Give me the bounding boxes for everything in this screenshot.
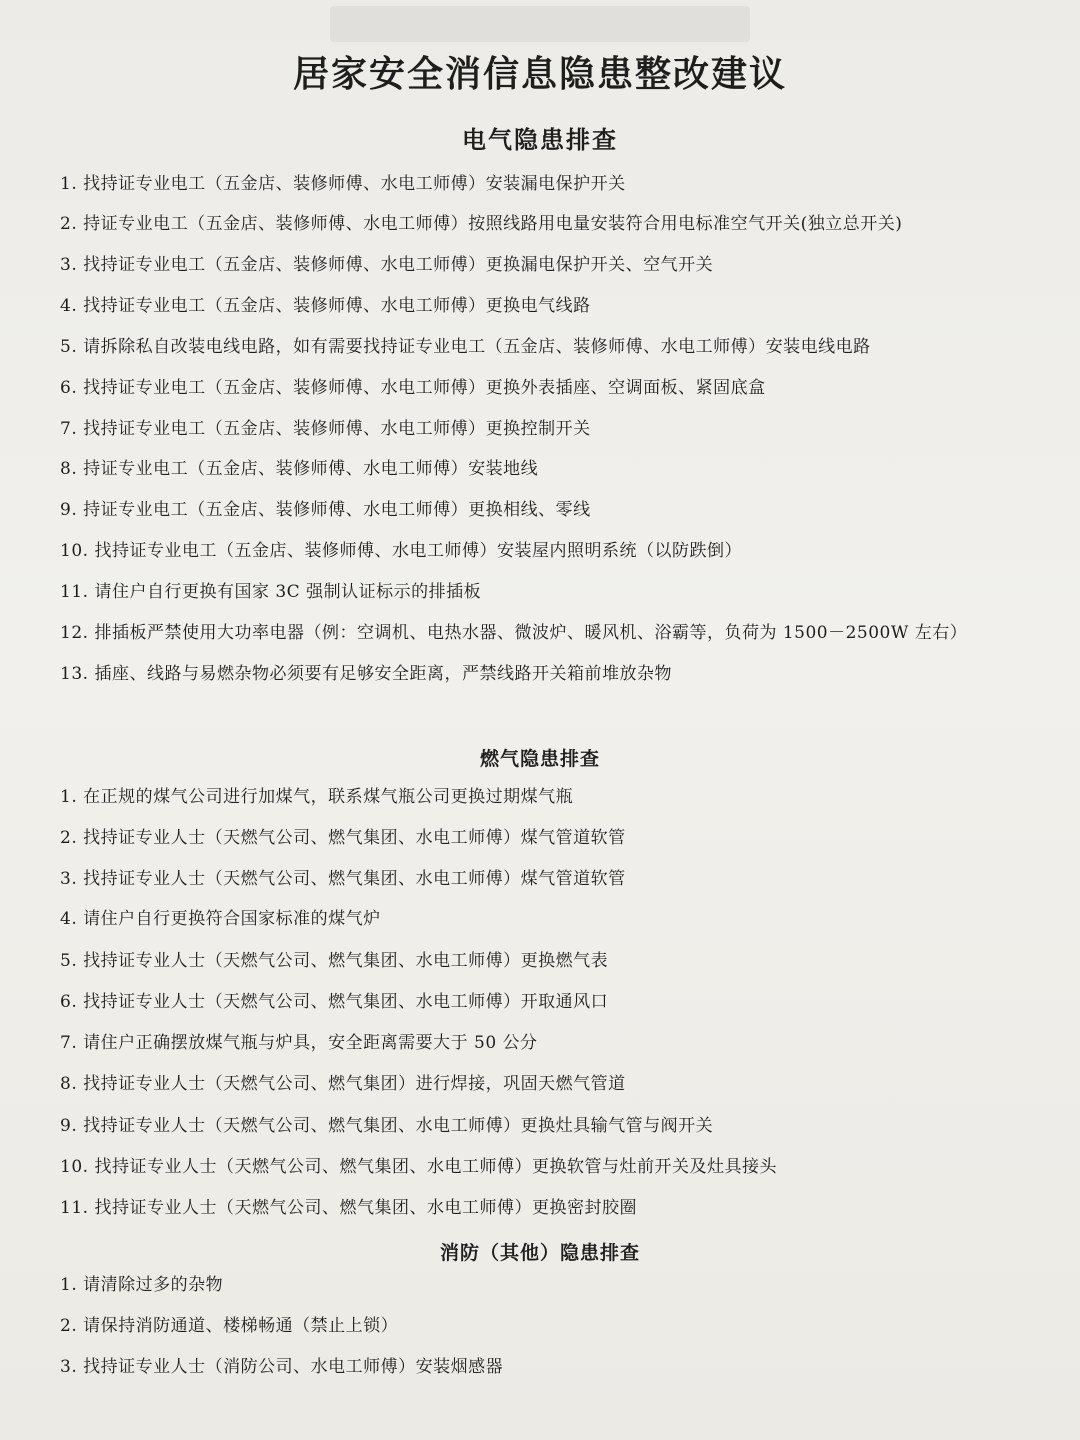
list-item: 5. 找持证专业人士（天燃气公司、燃气集团、水电工师傅）更换燃气表 [60, 951, 609, 971]
list-item: 1. 请清除过多的杂物 [60, 1275, 224, 1295]
list-item: 6. 找持证专业人士（天燃气公司、燃气集团、水电工师傅）开取通风口 [60, 992, 609, 1012]
list-item: 2. 持证专业电工（五金店、装修师傅、水电工师傅）按照线路用电量安装符合用电标准空气开关(独立总开关) [60, 214, 903, 234]
list-item: 3. 找持证专业电工（五金店、装修师傅、水电工师傅）更换漏电保护开关、空气开关 [60, 255, 714, 275]
list-item: 2. 找持证专业人士（天燃气公司、燃气集团、水电工师傅）煤气管道软管 [60, 828, 626, 848]
section-heading-gas: 燃气隐患排查 [479, 748, 600, 770]
list-item: 3. 找持证专业人士（天燃气公司、燃气集团、水电工师傅）煤气管道软管 [60, 869, 626, 889]
list-item: 8. 持证专业电工（五金店、装修师傅、水电工师傅）安装地线 [60, 459, 539, 479]
list-item: 7. 请住户正确摆放煤气瓶与炉具，安全距离需要大于 50 公分 [60, 1033, 538, 1053]
list-item: 12. 排插板严禁使用大功率电器（例：空调机、电热水器、微波炉、暖风机、浴霸等，负荷为 1500－2500W 左右） [60, 623, 968, 643]
list-item: 11. 请住户自行更换有国家 3C 强制认证标示的排插板 [60, 582, 482, 602]
section-heading-electrical: 电气隐患排查 [462, 125, 618, 154]
list-item: 3. 找持证专业人士（消防公司、水电工师傅）安装烟感器 [60, 1357, 504, 1377]
list-item: 6. 找持证专业电工（五金店、装修师傅、水电工师傅）更换外表插座、空调面板、紧固底盒 [60, 378, 766, 398]
list-item: 4. 请住户自行更换符合国家标准的煤气炉 [60, 909, 381, 929]
list-item: 10. 找持证专业人士（天燃气公司、燃气集团、水电工师傅）更换软管与灶前开关及灶具接头 [60, 1157, 777, 1177]
list-item: 9. 持证专业电工（五金店、装修师傅、水电工师傅）更换相线、零线 [60, 500, 591, 520]
list-item: 13. 插座、线路与易燃杂物必须要有足够安全距离，严禁线路开关箱前堆放杂物 [60, 664, 672, 684]
list-item: 5. 请拆除私自改装电线电路，如有需要找持证专业电工（五金店、装修师傅、水电工师傅）安装电线电路 [60, 337, 871, 357]
document-title: 居家安全消信息隐患整改建议 [292, 54, 787, 95]
list-item: 1. 找持证专业电工（五金店、装修师傅、水电工师傅）安装漏电保护开关 [60, 174, 626, 194]
list-item: 8. 找持证专业人士（天燃气公司、燃气集团）进行焊接，巩固天燃气管道 [60, 1074, 626, 1094]
list-item: 4. 找持证专业电工（五金店、装修师傅、水电工师傅）更换电气线路 [60, 296, 591, 316]
list-item: 11. 找持证专业人士（天燃气公司、燃气集团、水电工师傅）更换密封胶圈 [60, 1198, 637, 1218]
list-item: 7. 找持证专业电工（五金店、装修师傅、水电工师傅）更换控制开关 [60, 419, 591, 439]
show-through-smudge [330, 6, 750, 42]
list-item: 2. 请保持消防通道、楼梯畅通（禁止上锁） [60, 1316, 399, 1336]
list-item: 9. 找持证专业人士（天燃气公司、燃气集团、水电工师傅）更换灶具输气管与阀开关 [60, 1116, 714, 1136]
list-item: 10. 找持证专业电工（五金店、装修师傅、水电工师傅）安装屋内照明系统（以防跌倒） [60, 541, 742, 561]
list-item: 1. 在正规的煤气公司进行加煤气，联系煤气瓶公司更换过期煤气瓶 [60, 787, 574, 807]
section-heading-fire-other: 消防（其他）隐患排查 [439, 1242, 640, 1264]
